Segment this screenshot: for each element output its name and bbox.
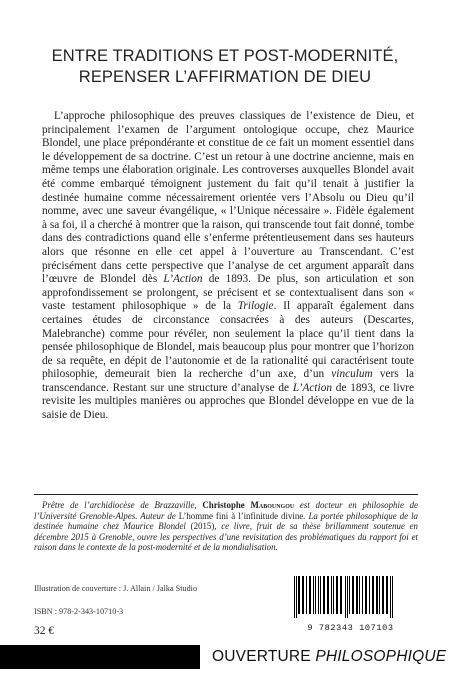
bio-text: , ce livre, fruit de sa thèse brillamment soutenue en décembre 2015 à Grenoble, ouvre les perspectives d’une revisitation des problématiques du rapport foi et raison dans le contexte de la post-modernité et de la mondialisation. bbox=[34, 521, 418, 553]
barcode-bar bbox=[372, 576, 374, 614]
barcode-bar bbox=[365, 576, 367, 614]
barcode-bar bbox=[318, 576, 319, 614]
blurb-paragraph bbox=[42, 110, 414, 423]
author-last-name: Maboungou bbox=[250, 500, 295, 510]
barcode-bar bbox=[345, 576, 346, 618]
book-title bbox=[0, 46, 450, 88]
barcode-bar bbox=[347, 576, 348, 618]
section-divider bbox=[34, 494, 418, 495]
price: 32 € bbox=[34, 625, 55, 637]
barcode-bar bbox=[392, 576, 393, 618]
barcode-bar bbox=[296, 576, 297, 618]
blurb-italic-title: L’Action bbox=[292, 381, 332, 394]
barcode-bar bbox=[323, 576, 325, 614]
bio-paragraph bbox=[34, 500, 418, 553]
blurb-italic-term: vinculum bbox=[331, 368, 373, 381]
barcode-bar bbox=[309, 576, 311, 614]
barcode-bar bbox=[352, 576, 354, 614]
barcode-bar bbox=[333, 576, 334, 614]
blurb-text: vers la transcendance. Restant sur une structure d’analyse de bbox=[42, 368, 414, 394]
barcode-bar bbox=[298, 576, 300, 614]
bio-year: (2015) bbox=[190, 521, 215, 532]
barcode-bar bbox=[294, 576, 295, 618]
barcode-bar bbox=[362, 576, 363, 614]
barcode-bar bbox=[302, 576, 304, 614]
barcode-bar bbox=[386, 576, 388, 614]
barcode-bar bbox=[306, 576, 307, 614]
barcode-bar bbox=[349, 576, 350, 614]
barcode-bar bbox=[390, 576, 391, 618]
barcode-bar bbox=[359, 576, 360, 614]
author-name bbox=[202, 500, 294, 510]
barcode-bar bbox=[369, 576, 370, 614]
bio-text: est docteur en philosophie de l’Université Grenoble-Alpes. Auteur de bbox=[34, 500, 418, 521]
bio-text: Prêtre de l’archidiocèse de Brazzaville, bbox=[42, 500, 203, 510]
blurb-text: de 1893. De plus, son articulation et son approfondissement se prolongent, se précisent et se contextualisent dans son « vaste testament philosophique » de la bbox=[42, 273, 414, 313]
barcode-bar bbox=[376, 576, 378, 614]
barcode-bar bbox=[327, 576, 329, 614]
illustration-credit: Illustration de couverture : J. Allain / Jalka Studio bbox=[34, 584, 198, 593]
barcode-bar bbox=[313, 576, 314, 614]
barcode-bar bbox=[320, 576, 321, 614]
isbn: ISBN : 978-2-343-10710-3 bbox=[34, 607, 124, 616]
title-line-2: REPENSER L’AFFIRMATION DE DIEU bbox=[78, 68, 372, 86]
author-first-name: Christophe bbox=[202, 500, 251, 510]
barcode-bar bbox=[356, 576, 358, 614]
series-word-2: PHILOSOPHIQUE bbox=[315, 648, 447, 665]
bio-text: . La portée philosophique de la destinée humaine chez Maurice Blondel bbox=[34, 510, 418, 532]
barcode-bar bbox=[382, 576, 384, 614]
author-bio bbox=[34, 500, 418, 553]
bio-book-title: L’homme fini à l’infinitude divine bbox=[178, 510, 304, 521]
blurb bbox=[42, 110, 414, 423]
title-line-1: ENTRE TRADITIONS ET POST-MODERNITÉ, bbox=[51, 47, 399, 65]
barcode-bar bbox=[315, 576, 316, 614]
barcode bbox=[282, 574, 419, 632]
barcode-bar bbox=[336, 576, 338, 614]
blurb-text: . Il apparaît également dans certaines études de circonstance consacrées à des auteurs (Descartes, Malebranche) comme pour révéler, non seulement la place qu’il tient dans la pensée philosophique de Blondel, mais beaucoup plus pour montrer que l’horizon de sa requête, en dépit de l’autonomie et de la rationalité qui caractérisent toute philosophie, demeurait bien la recherche d’un axe, d’un bbox=[42, 300, 414, 381]
blurb-text: de 1893, ce livre revisite les multiples manières ou approches que Blondel développe en vue de la saisie de Dieu. bbox=[42, 381, 415, 422]
blurb-text: L’approche philosophique des preuves classiques de l’existence de Dieu, et principalement l’examen de l’argument ontologique occupe, chez Maurice Blondel, une place prépondérante et constitue de ce fait un moment essentiel dans le développement de sa doctrine. C’est un retour à une doctrine ancienne, mais en même temps une élaboration originale. Les controverses auxquelles Blondel avait été comme embarqué témoignent justement du fait qu’il tenait à justifier la destinée humaine comme nécessairement orientée vers l’Absolu ou Dieu qu’il nomme, avec une saveur évangélique, « l’Unique nécessaire ». Fidèle également à sa foi, il a cherché à montrer que la raison, qui transcende tout fait donné, tombe dans des contradictions quand elle s’enferme prétentieusement dans ses hauteurs alors que résonne en elle cet appel à l’ouverture au Transcendant. C’est précisément dans cette perspective que l’analyse de cet argument apparaît dans l’œuvre de Blondel dès bbox=[42, 110, 414, 286]
barcode-bar bbox=[340, 576, 342, 614]
barcode-bar bbox=[379, 576, 380, 614]
series-word-1: OUVERTURE bbox=[212, 648, 316, 665]
blurb-italic-title: Trilogie bbox=[237, 300, 274, 313]
barcode-digits: 9 782343 107103 bbox=[307, 623, 394, 633]
blurb-italic-title: L’Action bbox=[163, 273, 203, 286]
barcode-bar bbox=[331, 576, 332, 614]
barcode-bars bbox=[282, 574, 419, 622]
series-name bbox=[200, 645, 450, 669]
